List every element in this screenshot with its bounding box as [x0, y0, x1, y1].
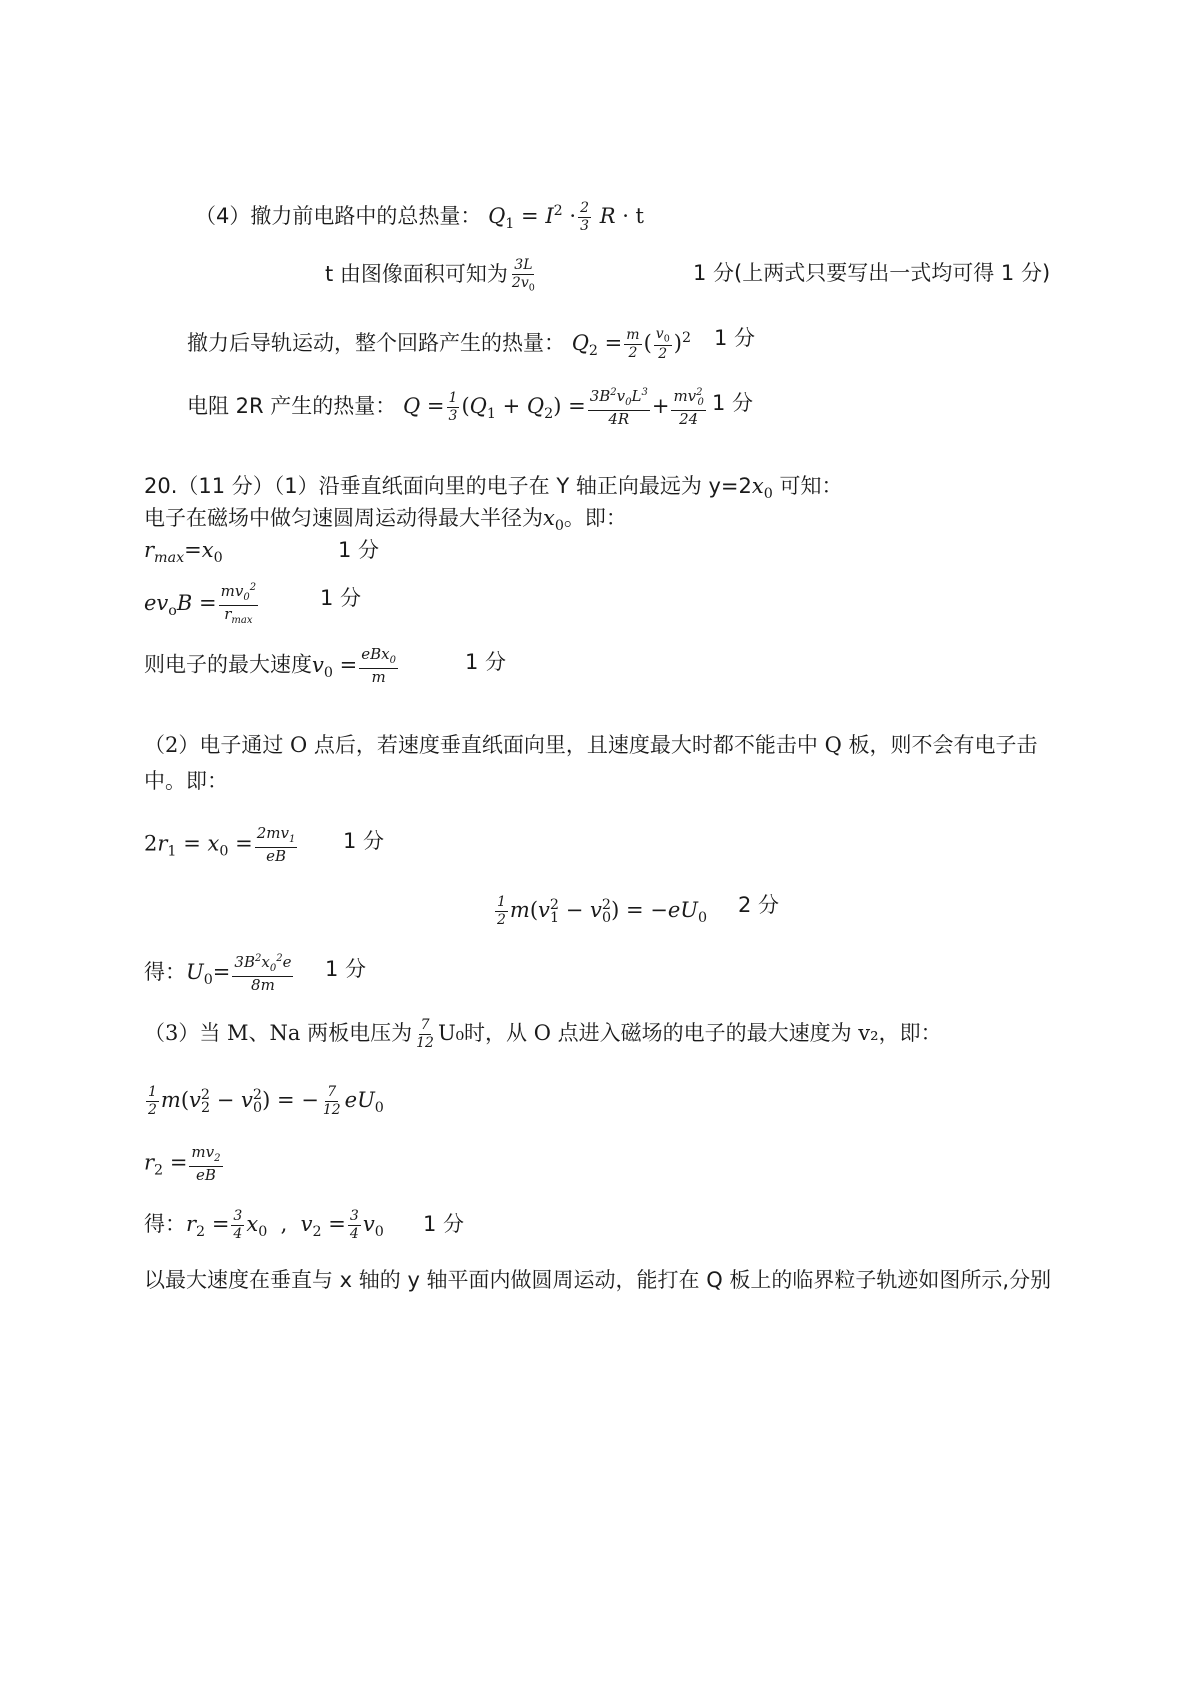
p4-line3-label: 撤力后导轨运动，整个回路产生的热量： — [187, 330, 565, 355]
formula-q: Q = $\frac{1}{3}$ $(Q_1 + Q_2)$ = $\frac{3B^2v_0L^3}{4R}$ + $\frac{mv^2_0}{24}$ — [403, 387, 704, 428]
formula-q1: $Q_1 = I^2$ · $\frac{2}{3}$ R · t — [488, 200, 644, 234]
p4-line3 — [187, 323, 691, 366]
p2-text1: （2）电子通过 O 点后，若速度垂直纸面向里，且速度最大时都不能击中 Q 板，则不会有电子击 — [144, 733, 1038, 757]
p3-text-b: U₀时，从 O 点进入磁场的电子的最大速度为 v₂，即： — [437, 1021, 942, 1045]
vmax-label: 则电子的最大速度 — [144, 652, 312, 677]
p4-line1-label: （4）撤力前电路中的总热量： — [195, 203, 482, 228]
p2-result-label: 得： — [144, 960, 186, 985]
rmax-score: 1 分 — [338, 538, 380, 562]
formula-vmax: $v_0$ = $\frac{eBx_0}{m}$ — [312, 645, 396, 686]
p3-result — [144, 1209, 384, 1247]
evb-score: 1 分 — [320, 586, 362, 610]
p4-line2-score: 1 分(上两式只要写出一式均可得 1 分) — [693, 261, 1051, 285]
q20-line2-text: 电子在磁场中做匀速圆周运动得最大半径为 — [144, 506, 543, 530]
q20-intro-tail: 可知： — [772, 474, 843, 498]
p2-eq1-score: 1 分 — [343, 829, 385, 853]
q20-line2-tail: 。即： — [563, 506, 627, 530]
x0-symbol: $x_0$ — [751, 474, 773, 502]
p2-eq2-score: 2 分 — [738, 893, 780, 917]
formula-r2: $r_2$ = $\frac{mv_2}{eB}$ — [144, 1143, 221, 1184]
p2-result-score: 1 分 — [325, 957, 367, 981]
p4-line2 — [325, 258, 539, 293]
p3-result-label: 得： — [144, 1212, 186, 1236]
formula-u0: $U_0=$ $\frac{3B^2x_0^2e}{8m}$ — [186, 953, 292, 994]
formula-rmax: $r_{max}=x_0$ — [144, 538, 223, 566]
p2-result — [144, 954, 295, 995]
vmax-line — [144, 647, 400, 688]
p4-line4 — [187, 388, 708, 429]
p3-text-a: （3）当 M、Na 两板电压为 — [144, 1021, 413, 1045]
vmax-score: 1 分 — [465, 650, 507, 674]
p4-line4-label: 电阻 2R 产生的热量： — [187, 394, 397, 419]
formula-r2-v2: $r_2$ = $\frac{3}{4}$ $x_0$ , $v_2$ = $\frac{3}{4}$ $v_0$ — [186, 1208, 384, 1242]
p3-text — [144, 1018, 942, 1051]
p2-text2: 中。即： — [144, 769, 228, 793]
p4-line1 — [195, 196, 644, 239]
formula-energy1: $\frac{1}{2}$ $m(v^2_1 - v^2_0) = -eU_0$ — [497, 894, 708, 928]
formula-t: $\frac{3L}{2v_0}$ — [511, 257, 535, 294]
fraction-7-12: $\frac{7}{12}$ — [416, 1017, 434, 1051]
q20-intro-text: 20.（11 分）（1）沿垂直纸面向里的电子在 Y 轴正向最远为 y=2 — [144, 474, 752, 498]
formula-q2: $Q_2$ = $\frac{m}{2}$ ( $\frac{v_0}{2}$ )$^2$ — [571, 325, 692, 363]
p4-line2-label: t 由图像面积可知为 — [325, 262, 508, 286]
x0-symbol: $x_0$ — [543, 506, 564, 534]
formula-evb: $ev_oB$ = $\frac{mv_0^2}{r_{max}}$ — [144, 582, 257, 626]
p3-last: 以最大速度在垂直与 x 轴的 y 轴平面内做圆周运动，能打在 Q 板上的临界粒子轨迹如图所示,分别 — [144, 1268, 1052, 1292]
p3-result-score: 1 分 — [423, 1212, 465, 1236]
formula-2r1: $2r_1 = x_0$ = $\frac{2mv_1}{eB}$ — [144, 824, 296, 865]
p4-line3-score: 1 分 — [714, 326, 756, 350]
formula-energy2: $\frac{1}{2}$ $m(v^2_2 - v^2_0)$ = − $\frac{7}{12}$ $eU_0$ — [148, 1084, 384, 1118]
p4-line4-score: 1 分 — [712, 391, 754, 415]
